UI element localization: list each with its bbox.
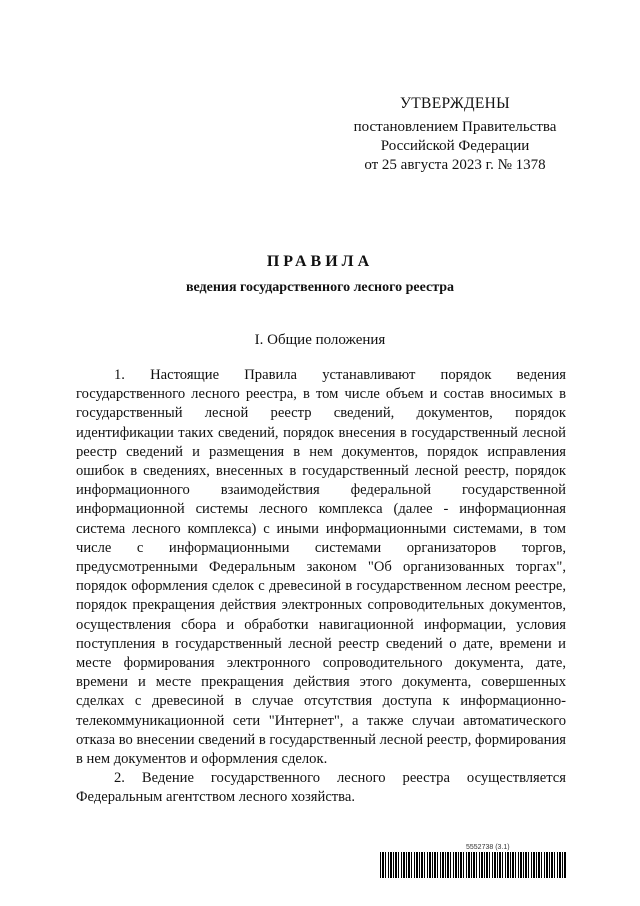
section-heading: I. Общие положения xyxy=(254,332,386,348)
approval-line-3: от 25 августа 2023 г. № 1378 xyxy=(364,157,546,173)
document-subtitle: ведения государственного лесного реестра xyxy=(185,280,455,295)
approval-block xyxy=(340,94,570,175)
paragraph-1: 1. Настоящие Правила устанавливают порядок ведения государственного лесного реестра, в том числе объем и состав вносимых в государственный лесной реестр сведений, документов, порядок идентификации таких сведений, порядок внесения в государственный лесной реестр сведений и размещения в нем документов, порядок исправления ошибок в сведениях, внесенных в государственный лесной реестр, порядок информационного взаимодействия федеральной государственной информационной системы лесного комплекса (далее - информационная система лесного комплекса) с иными информационными системами, в том числе с информационными системами организаторов торгов, предусмотренными Федеральным законом "Об организованных торгах", порядок оформления сделок с древесиной в государственном лесном реестре, порядок прекращения действия электронных сопроводительных документов, осуществления сбора и обработки навигационной информации, условия поступления в государственный лесной реестр сведений о дате, времени и месте формирования электронного сопроводительного документа, дате, времени и месте прекращения действия этого документа, совершенных сделках с древесиной в случае отсутствия доступа к информационно-телекоммуникационной сети "Интернет", а также случаи автоматического отказа во внесении сведений в государственный лесной реестр, формирования в нем документов и оформления сделок. xyxy=(76,367,566,768)
paragraph-2: 2. Ведение государственного лесного реестра осуществляется Федеральным агентством лесного хозяйства. xyxy=(76,770,566,806)
barcode xyxy=(380,852,566,878)
body-text xyxy=(76,366,566,808)
approval-line-1: постановлением Правительства xyxy=(353,119,557,135)
document-title: ПРАВИЛА xyxy=(266,253,374,270)
approval-heading: УТВЕРЖДЕНЫ xyxy=(400,95,510,112)
document-code: 5552738 (3.1) xyxy=(466,844,510,851)
approval-line-2: Российской Федерации xyxy=(380,138,530,154)
